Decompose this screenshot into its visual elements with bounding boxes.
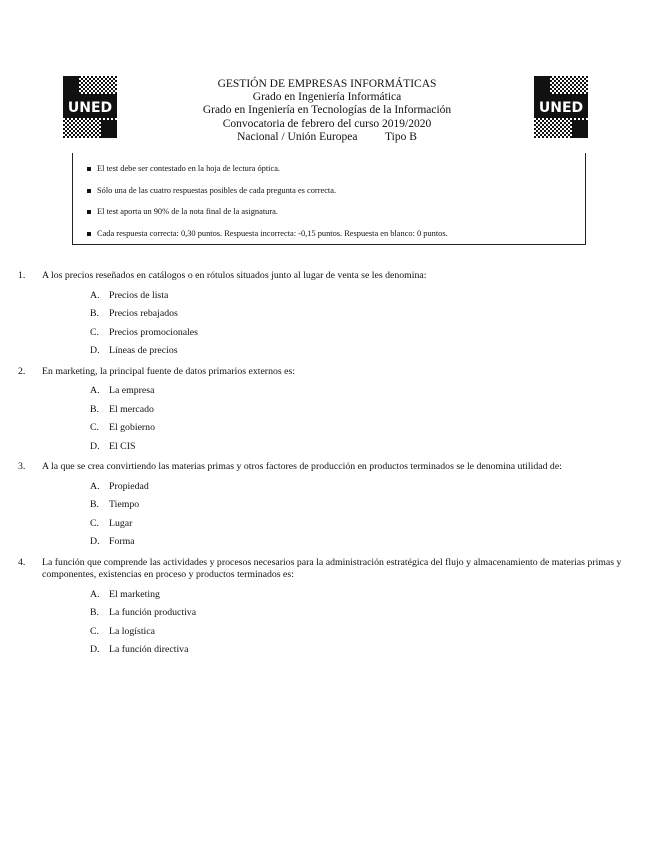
option-letter: C. <box>90 422 99 433</box>
option-text: Precios promocionales <box>109 326 198 338</box>
question-number: 3. <box>18 461 26 472</box>
option-letter: B. <box>90 607 99 618</box>
option-text: El mercado <box>109 403 154 415</box>
instruction-item: Sólo una de las cuatro respuestas posibles de cada pregunta es correcta. <box>87 186 448 208</box>
answer-option <box>90 589 638 608</box>
option-text: La empresa <box>109 385 155 396</box>
option-letter: A. <box>90 588 100 600</box>
exam-region: Nacional / Unión Europea <box>237 130 358 143</box>
option-text: El marketing <box>109 588 160 600</box>
option-text: Precios rebajados <box>109 308 178 319</box>
question-text: A la que se crea convirtiendo las materias primas y otros factores de producción en productos terminados se le denomina utilidad de: <box>42 461 562 472</box>
option-letter: A. <box>90 385 100 396</box>
question-number: 1. <box>18 270 26 281</box>
answer-option <box>90 385 638 404</box>
svg-text:UNED: UNED <box>538 100 584 116</box>
option-text: Tiempo <box>109 499 140 510</box>
option-letter: A. <box>90 480 100 492</box>
option-letter: B. <box>90 403 99 415</box>
option-letter: C. <box>90 517 99 529</box>
option-letter: C. <box>90 326 99 338</box>
question <box>18 366 638 460</box>
uned-logo-left <box>63 76 117 138</box>
option-letter: A. <box>90 289 100 301</box>
question-number: 2. <box>18 365 26 377</box>
question-text: A los precios reseñados en catálogos o en rótulos situados junto al lugar de venta se les denomina: <box>42 270 427 281</box>
option-text: El CIS <box>109 440 136 452</box>
degree-line-2: Grado en Ingeniería en Tecnologías de la Información <box>202 104 452 117</box>
answer-option <box>90 327 638 346</box>
option-letter: B. <box>90 308 99 319</box>
option-text: Lugar <box>109 517 133 529</box>
option-letter: D. <box>90 345 100 356</box>
answer-option <box>90 626 638 645</box>
question <box>18 270 638 364</box>
answer-option <box>90 644 638 663</box>
question <box>18 557 638 663</box>
instruction-item: Cada respuesta correcta: 0,30 puntos. Respuesta incorrecta: -0,15 puntos. Respuesta en blanco: 0 puntos. <box>87 229 448 251</box>
svg-text:UNED: UNED <box>67 100 113 116</box>
instruction-item: El test debe ser contestado en la hoja de lectura óptica. <box>87 164 448 186</box>
exam-type: Tipo B <box>385 130 417 143</box>
degree-line-1: Grado en Ingeniería Informática <box>252 91 402 104</box>
option-letter: C. <box>90 625 99 637</box>
answer-option <box>90 290 638 309</box>
question-text: La función que comprende las actividades y procesos necesarios para la administración estratégica del flujo y almacenamiento de materias primas y componentes, existencias en proceso y productos terminados es: <box>42 556 622 580</box>
question-number: 4. <box>18 556 26 568</box>
answer-option <box>90 345 638 364</box>
option-text: Líneas de precios <box>109 345 178 356</box>
answer-option <box>90 607 638 626</box>
exam-session: Convocatoria de febrero del curso 2019/2020 <box>222 117 432 130</box>
instructions-box <box>72 153 586 245</box>
question-list <box>18 270 638 663</box>
instruction-item: El test aporta un 90% de la nota final de la asignatura. <box>87 207 448 229</box>
answer-option <box>90 518 638 537</box>
option-text: El gobierno <box>109 422 155 433</box>
option-letter: D. <box>90 440 100 452</box>
answer-option <box>90 536 638 555</box>
option-text: Propiedad <box>109 480 149 492</box>
uned-logo-right <box>534 76 588 138</box>
course-title: GESTIÓN DE EMPRESAS INFORMÁTICAS <box>217 78 437 90</box>
answer-option <box>90 441 638 460</box>
option-text: La función directiva <box>109 644 189 655</box>
answer-option <box>90 308 638 327</box>
answer-option <box>90 499 638 518</box>
exam-header <box>140 78 514 144</box>
option-letter: D. <box>90 644 100 655</box>
question-text: En marketing, la principal fuente de datos primarios externos es: <box>42 365 296 377</box>
option-text: La logística <box>109 625 155 637</box>
exam-scope <box>140 131 514 144</box>
option-text: Precios de lista <box>109 289 169 301</box>
option-letter: B. <box>90 499 99 510</box>
answer-option <box>90 404 638 423</box>
answer-option <box>90 422 638 441</box>
option-text: La función productiva <box>109 607 197 618</box>
option-letter: D. <box>90 536 100 547</box>
option-text: Forma <box>109 536 135 547</box>
answer-option <box>90 481 638 500</box>
question <box>18 461 638 555</box>
